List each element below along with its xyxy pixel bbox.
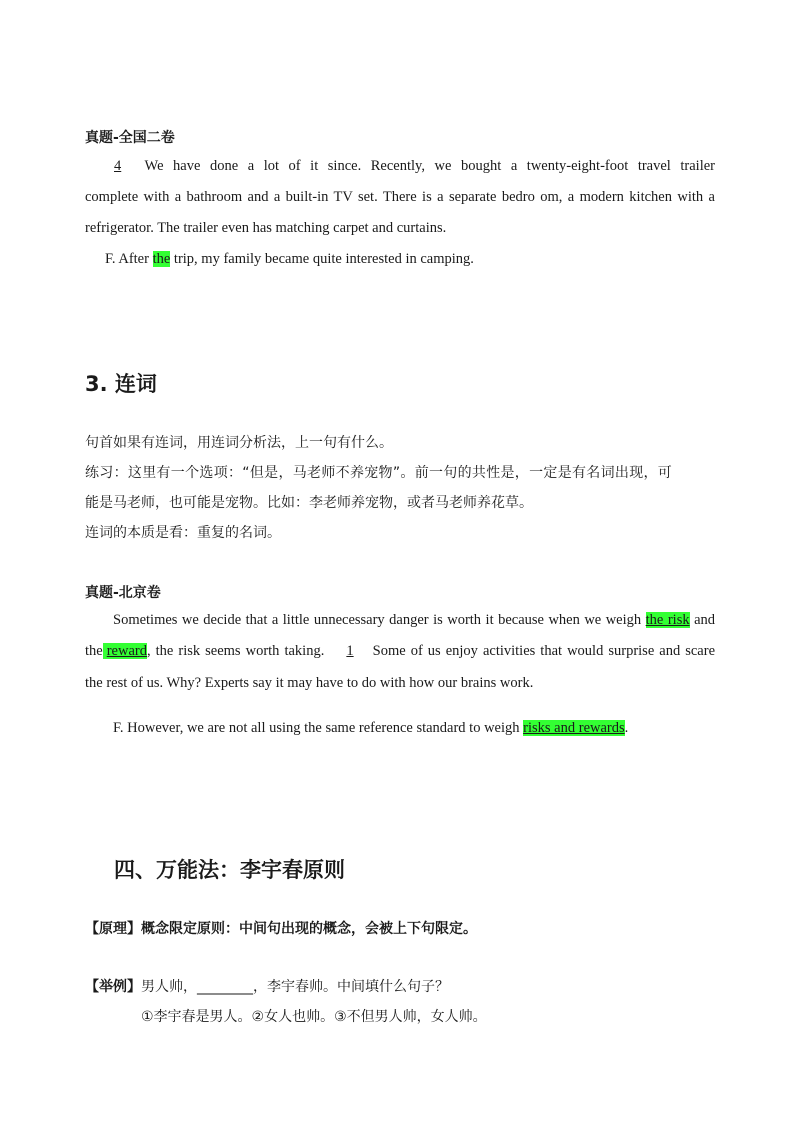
paragraph-line: the rest of us. Why? Experts say it may have to do with how our brains work.	[85, 675, 534, 691]
paragraph-line: refrigerator. The trailer even has matching carpet and curtains.	[85, 220, 447, 236]
paragraph-line	[85, 158, 715, 175]
section-heading: 真题-全国二卷	[85, 130, 175, 146]
section-heading: 四、万能法：李宇春原则	[114, 858, 345, 882]
paragraph-line: 练习：这里有一个选项：“但是，马老师不养宠物”。前一句的共性是，一定是有名词出现，可	[85, 465, 673, 481]
example-line: 【举例】男人帅，________，李宇春帅。中间填什么句子？	[85, 979, 449, 995]
option-f: F. After the trip, my family became quite interested in camping.	[105, 251, 474, 267]
answer-blank: 4	[114, 158, 122, 174]
highlight: risks and rewards	[523, 720, 625, 736]
paragraph-line: 能是马老师，也可能是宠物。比如：李老师养宠物，或者马老师养花草。	[85, 495, 533, 511]
answer-blank: 1	[346, 643, 354, 659]
paragraph-line: 句首如果有连词，用连词分析法，上一句有什么。	[85, 435, 393, 451]
example-blank: ________	[197, 979, 253, 995]
paragraph-line: the reward, the risk seems worth taking. 1 Some of us enjoy activities that would surprise and scare	[85, 643, 716, 659]
paragraph-line: Sometimes we decide that a little unnecessary danger is worth it because when we weigh the risk and	[113, 612, 716, 628]
highlight: reward	[103, 643, 147, 659]
paragraph-text: We have done a lot of it since. Recently, we bought a twenty-eight-foot travel trailer	[144, 158, 715, 174]
paragraph-line: 连词的本质是看：重复的名词。	[85, 525, 281, 541]
option-f: F. However, we are not all using the same reference standard to weigh risks and rewards.	[113, 720, 629, 736]
section-heading: 真题-北京卷	[85, 585, 161, 601]
highlight: the	[152, 251, 171, 267]
highlight: the risk	[645, 612, 690, 628]
section-heading: 3. 连词	[85, 372, 157, 396]
principle-line: 【原理】概念限定原则：中间句出现的概念，会被上下句限定。	[85, 921, 477, 937]
example-options: ①李宇春是男人。②女人也帅。③不但男人帅，女人帅。	[141, 1009, 487, 1025]
paragraph-line: complete with a bathroom and a built-in TV set. There is a separate bedro om, a modern kitchen with a	[85, 189, 715, 205]
